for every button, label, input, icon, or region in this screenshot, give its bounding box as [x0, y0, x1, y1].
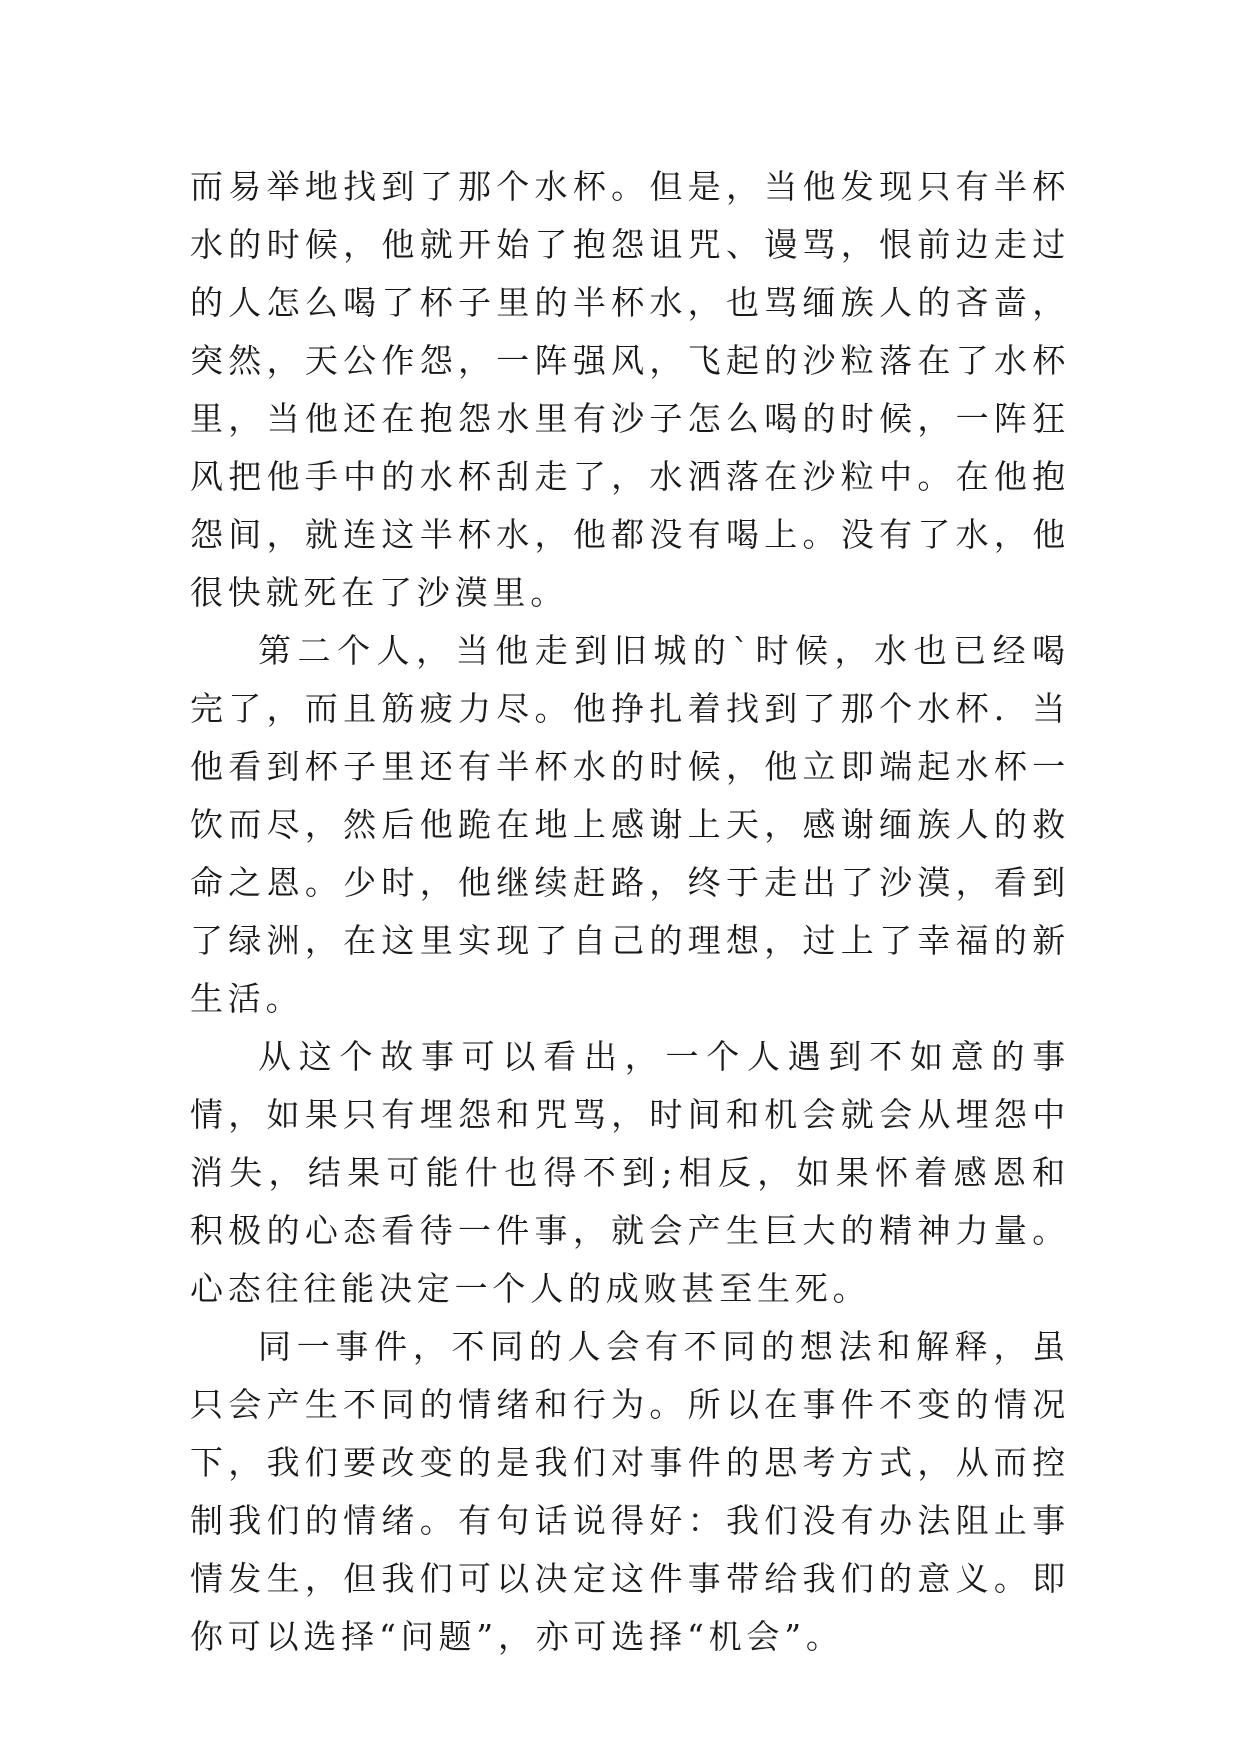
document-body — [190, 158, 1070, 1666]
paragraph-2: 第二个人，当他走到旧城的`时候，水也已经喝完了，而且筋疲力尽。他挣扎着找到了那个水杯．当他看到杯子里还有半杯水的时候，他立即端起水杯一饮而尽，然后他跪在地上感谢上天，感谢缅族人的救命之恩。少时，他继续赶路，终于走出了沙漠，看到了绿洲，在这里实现了自己的理想，过上了幸福的新生活。 — [190, 631, 1070, 1018]
paragraph-3: 从这个故事可以看出，一个人遇到不如意的事情，如果只有埋怨和咒骂，时间和机会就会从埋怨中消失，结果可能什也得不到;相反，如果怀着感恩和积极的心态看待一件事，就会产生巨大的精神力量。心态往往能决定一个人的成败甚至生死。 — [190, 1037, 1070, 1308]
paragraph-1: 而易举地找到了那个水杯。但是，当他发现只有半杯水的时候，他就开始了抱怨诅咒、谩骂，恨前边走过的人怎么喝了杯子里的半杯水，也骂缅族人的吝啬，突然，天公作怨，一阵强风，飞起的沙粒落在了水杯里，当他还在抱怨水里有沙子怎么喝的时候，一阵狂风把他手中的水杯刮走了，水洒落在沙粒中。在他抱怨间，就连这半杯水，他都没有喝上。没有了水，他很快就死在了沙漠里。 — [190, 167, 1070, 612]
paragraph-4: 同一事件，不同的人会有不同的想法和解释，虽只会产生不同的情绪和行为。所以在事件不变的情况下，我们要改变的是我们对事件的思考方式，从而控制我们的情绪。有句话说得好：我们没有办法阻止事情发生，但我们可以决定这件事带给我们的意义。即你可以选择“问题”，亦可选择“机会”。 — [190, 1327, 1070, 1656]
